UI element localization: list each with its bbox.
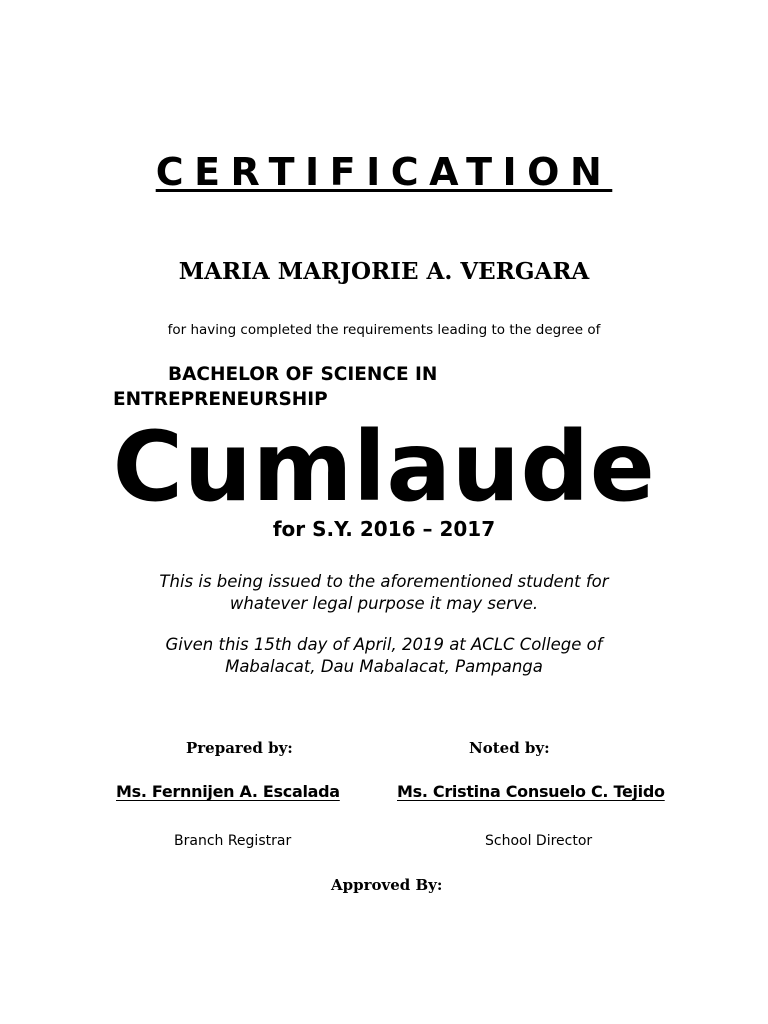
given-line-1: Given this 15th day of April, 2019 at ACLC College of (165, 635, 603, 654)
school-year: for S.Y. 2016 – 2017 (272, 517, 496, 541)
prepared-by-title: Branch Registrar (174, 833, 292, 849)
prepared-by-name: Ms. Fernnijen A. Escalada (116, 782, 340, 801)
degree-line-1: BACHELOR OF SCIENCE IN (168, 364, 438, 385)
honor-title: Cumlaude (112, 411, 656, 523)
noted-by-name: Ms. Cristina Consuelo C. Tejido (397, 782, 665, 801)
purpose-line-2: whatever legal purpose it may serve. (229, 594, 539, 613)
noted-by-title: School Director (485, 833, 593, 849)
certificate-title (0, 146, 768, 198)
noted-by-label: Noted by: (469, 739, 550, 757)
purpose-line-1: This is being issued to the aforementioned student for (159, 572, 609, 591)
recipient-name: MARIA MARJORIE A. VERGARA (178, 258, 590, 285)
certificate-title-text: CERTIFICATION (155, 150, 613, 194)
degree-line-2: ENTREPRENEURSHIP (113, 389, 328, 410)
given-line-2: Mabalacat, Dau Mabalacat, Pampanga (225, 657, 543, 676)
approved-by-label: Approved By: (331, 876, 443, 894)
intro-text: for having completed the requirements leading to the degree of (167, 322, 601, 338)
prepared-by-label: Prepared by: (186, 739, 293, 757)
